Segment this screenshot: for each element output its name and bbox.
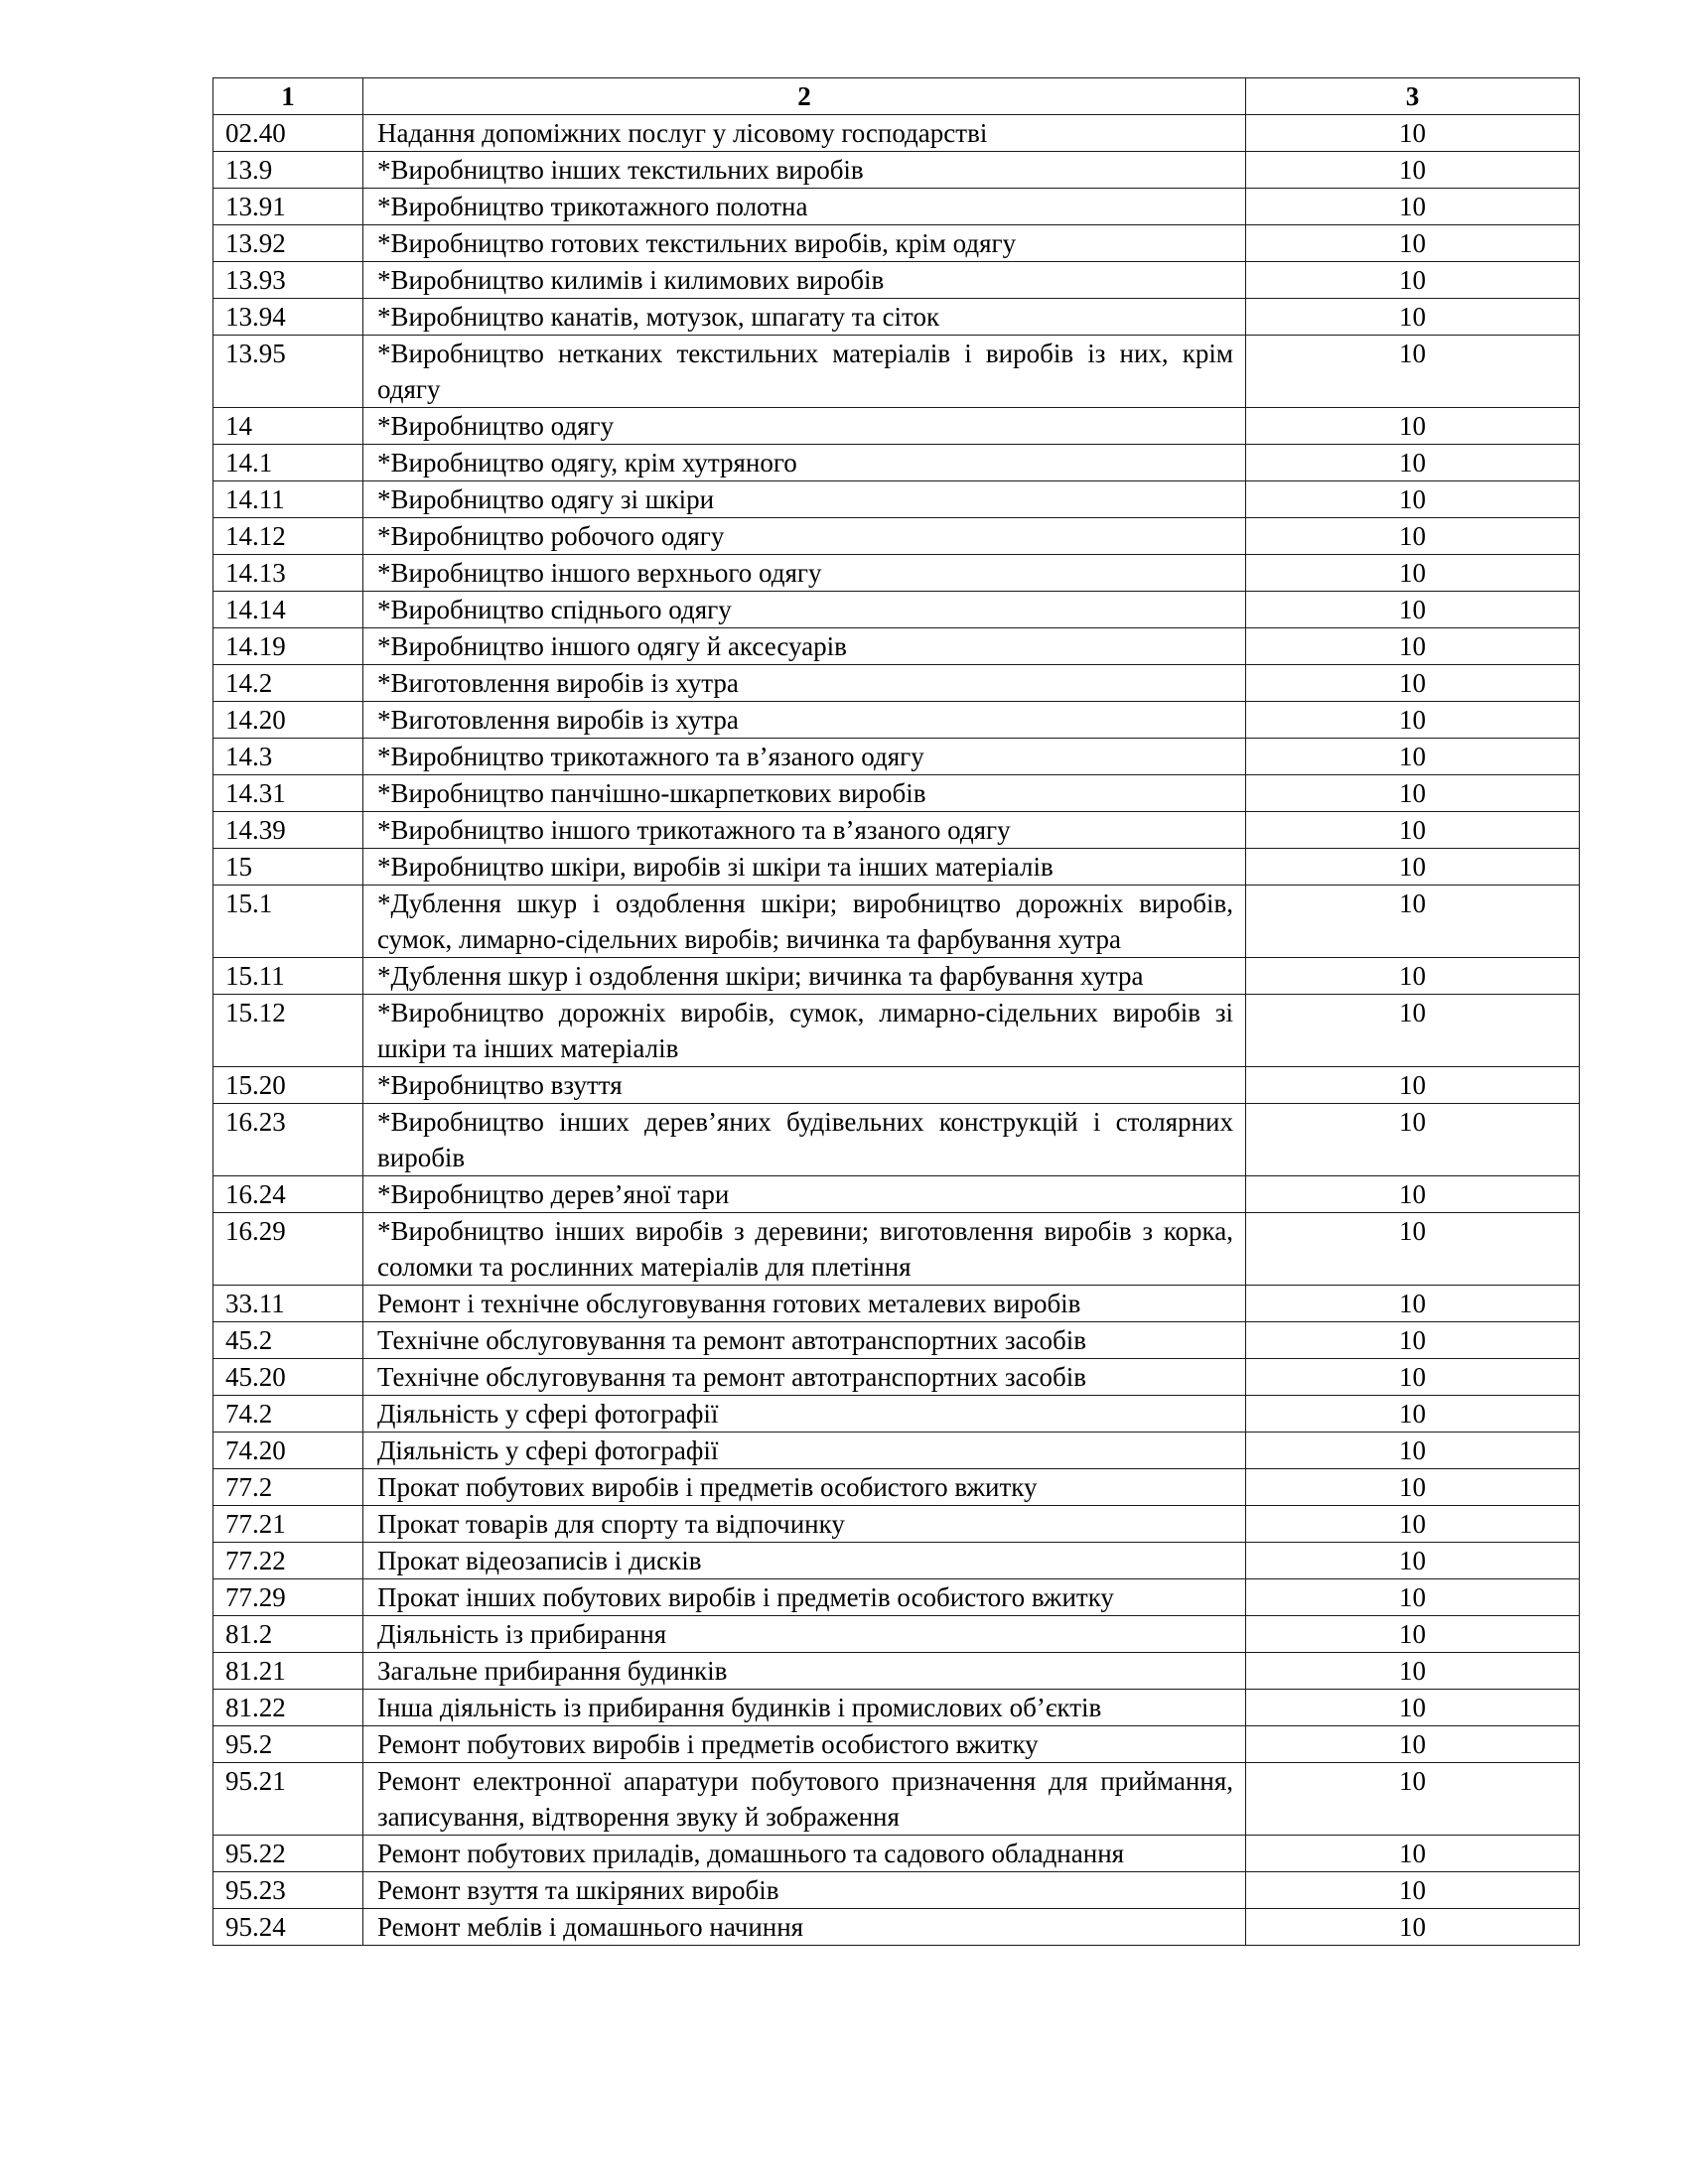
activity-name-cell: *Виробництво канатів, мотузок, шпагату та сіток [363, 299, 1246, 336]
value-cell: 10 [1246, 1469, 1580, 1506]
activity-name-cell: Ремонт електронної апаратури побутового призначення для приймання, записування, відтворення звуку й зображення [363, 1763, 1246, 1836]
value-cell: 10 [1246, 1579, 1580, 1616]
table-row [213, 1396, 1580, 1433]
activity-code-cell: 15.12 [213, 995, 363, 1067]
value-cell: 10 [1246, 1836, 1580, 1872]
activity-name-cell: Загальне прибирання будинків [363, 1653, 1246, 1690]
activity-name-cell: *Виробництво взуття [363, 1067, 1246, 1104]
value-cell: 10 [1246, 518, 1580, 555]
table-row [213, 1579, 1580, 1616]
activity-code-cell: 81.22 [213, 1690, 363, 1726]
table-row [213, 628, 1580, 665]
value-cell: 10 [1246, 1506, 1580, 1543]
activity-name-cell: *Виробництво дорожніх виробів, сумок, лимарно-сідельних виробів зі шкіри та інших матеріалів [363, 995, 1246, 1067]
value-cell: 10 [1246, 1104, 1580, 1176]
activity-name-cell: Діяльність у сфері фотографії [363, 1433, 1246, 1469]
value-cell: 10 [1246, 702, 1580, 739]
value-cell: 10 [1246, 262, 1580, 299]
value-cell: 10 [1246, 1726, 1580, 1763]
value-cell: 10 [1246, 886, 1580, 958]
activity-name-cell: *Виробництво шкіри, виробів зі шкіри та інших матеріалів [363, 849, 1246, 886]
value-cell: 10 [1246, 849, 1580, 886]
activity-name-cell: *Виробництво нетканих текстильних матеріалів і виробів із них, крім одягу [363, 336, 1246, 408]
activity-code-cell: 14.3 [213, 739, 363, 775]
activity-code-cell: 74.2 [213, 1396, 363, 1433]
table-row [213, 1506, 1580, 1543]
table-row [213, 1176, 1580, 1213]
activity-code-cell: 14.31 [213, 775, 363, 812]
activity-name-cell: Технічне обслуговування та ремонт автотранспортних засобів [363, 1322, 1246, 1359]
table-row [213, 1726, 1580, 1763]
value-cell: 10 [1246, 1396, 1580, 1433]
value-cell: 10 [1246, 1690, 1580, 1726]
activity-code-cell: 14.13 [213, 555, 363, 592]
activity-name-cell: Прокат інших побутових виробів і предметів особистого вжитку [363, 1579, 1246, 1616]
table-row [213, 1616, 1580, 1653]
table-row [213, 775, 1580, 812]
value-cell: 10 [1246, 225, 1580, 262]
table-row [213, 849, 1580, 886]
table-row [213, 592, 1580, 628]
table-row [213, 958, 1580, 995]
table-row [213, 886, 1580, 958]
value-cell: 10 [1246, 995, 1580, 1067]
activity-name-cell: *Виробництво одягу [363, 408, 1246, 445]
activity-name-cell: *Виробництво готових текстильних виробів, крім одягу [363, 225, 1246, 262]
activity-code-cell: 77.2 [213, 1469, 363, 1506]
table-row [213, 518, 1580, 555]
value-cell: 10 [1246, 115, 1580, 152]
table-row [213, 1836, 1580, 1872]
activity-code-cell: 14.14 [213, 592, 363, 628]
activity-code-cell: 16.29 [213, 1213, 363, 1286]
value-cell: 10 [1246, 336, 1580, 408]
activity-name-cell: *Виробництво інших текстильних виробів [363, 152, 1246, 189]
table-row [213, 1653, 1580, 1690]
header-row [213, 78, 1580, 115]
activity-name-cell: Прокат товарів для спорту та відпочинку [363, 1506, 1246, 1543]
table-row [213, 555, 1580, 592]
value-cell: 10 [1246, 555, 1580, 592]
activity-name-cell: *Виробництво одягу зі шкіри [363, 481, 1246, 518]
activity-name-cell: Інша діяльність із прибирання будинків і промислових об’єктів [363, 1690, 1246, 1726]
table-row [213, 665, 1580, 702]
table-row [213, 1543, 1580, 1579]
value-cell: 10 [1246, 1213, 1580, 1286]
activity-code-cell: 45.2 [213, 1322, 363, 1359]
table-row [213, 812, 1580, 849]
activity-code-cell: 13.93 [213, 262, 363, 299]
value-cell: 10 [1246, 1322, 1580, 1359]
activity-name-cell: Прокат побутових виробів і предметів особистого вжитку [363, 1469, 1246, 1506]
activity-codes-table [212, 77, 1580, 1946]
table-row [213, 1872, 1580, 1909]
activity-name-cell: *Виробництво іншого трикотажного та в’язаного одягу [363, 812, 1246, 849]
table-row [213, 115, 1580, 152]
value-cell: 10 [1246, 812, 1580, 849]
activity-code-cell: 95.23 [213, 1872, 363, 1909]
value-cell: 10 [1246, 775, 1580, 812]
table-row [213, 1359, 1580, 1396]
value-cell: 10 [1246, 592, 1580, 628]
activity-name-cell: *Виробництво килимів і килимових виробів [363, 262, 1246, 299]
value-cell: 10 [1246, 152, 1580, 189]
table-row [213, 1469, 1580, 1506]
value-cell: 10 [1246, 408, 1580, 445]
activity-name-cell: Ремонт меблів і домашнього начиння [363, 1909, 1246, 1946]
activity-code-cell: 74.20 [213, 1433, 363, 1469]
value-cell: 10 [1246, 189, 1580, 225]
table-row [213, 1322, 1580, 1359]
activity-code-cell: 15.11 [213, 958, 363, 995]
activity-name-cell: *Виробництво трикотажного та в’язаного одягу [363, 739, 1246, 775]
table-row [213, 995, 1580, 1067]
table-row [213, 336, 1580, 408]
table-row [213, 445, 1580, 481]
activity-name-cell: *Виготовлення виробів із хутра [363, 702, 1246, 739]
activity-code-cell: 13.91 [213, 189, 363, 225]
activity-code-cell: 13.95 [213, 336, 363, 408]
activity-code-cell: 14.20 [213, 702, 363, 739]
table-row [213, 1433, 1580, 1469]
value-cell: 10 [1246, 1433, 1580, 1469]
activity-name-cell: Ремонт побутових виробів і предметів особистого вжитку [363, 1726, 1246, 1763]
activity-name-cell: Діяльність із прибирання [363, 1616, 1246, 1653]
activity-name-cell: *Виробництво трикотажного полотна [363, 189, 1246, 225]
table-row [213, 1690, 1580, 1726]
table-row [213, 189, 1580, 225]
table-row [213, 1286, 1580, 1322]
activity-code-cell: 16.24 [213, 1176, 363, 1213]
table-row [213, 1763, 1580, 1836]
activity-name-cell: *Виробництво інших дерев’яних будівельних конструкцій і столярних виробів [363, 1104, 1246, 1176]
value-cell: 10 [1246, 665, 1580, 702]
activity-code-cell: 16.23 [213, 1104, 363, 1176]
activity-code-cell: 14.12 [213, 518, 363, 555]
activity-name-cell: *Виробництво дерев’яної тари [363, 1176, 1246, 1213]
activity-name-cell: Надання допоміжних послуг у лісовому господарстві [363, 115, 1246, 152]
value-cell: 10 [1246, 958, 1580, 995]
activity-code-cell: 14.2 [213, 665, 363, 702]
value-cell: 10 [1246, 1286, 1580, 1322]
column-header-1: 1 [213, 78, 363, 115]
activity-code-cell: 95.2 [213, 1726, 363, 1763]
value-cell: 10 [1246, 628, 1580, 665]
activity-code-cell: 33.11 [213, 1286, 363, 1322]
activity-name-cell: *Виробництво спіднього одягу [363, 592, 1246, 628]
activity-code-cell: 15.1 [213, 886, 363, 958]
activity-code-cell: 13.94 [213, 299, 363, 336]
activity-code-cell: 13.92 [213, 225, 363, 262]
activity-code-cell: 13.9 [213, 152, 363, 189]
value-cell: 10 [1246, 299, 1580, 336]
activity-name-cell: Технічне обслуговування та ремонт автотранспортних засобів [363, 1359, 1246, 1396]
table-body [213, 115, 1580, 1946]
activity-code-cell: 77.21 [213, 1506, 363, 1543]
activity-name-cell: *Виробництво іншого верхнього одягу [363, 555, 1246, 592]
activity-code-cell: 77.22 [213, 1543, 363, 1579]
activity-name-cell: Прокат відеозаписів і дисків [363, 1543, 1246, 1579]
activity-code-cell: 81.21 [213, 1653, 363, 1690]
value-cell: 10 [1246, 1359, 1580, 1396]
table-row [213, 702, 1580, 739]
activity-code-cell: 14.39 [213, 812, 363, 849]
activity-name-cell: *Виробництво іншого одягу й аксесуарів [363, 628, 1246, 665]
table-header [213, 78, 1580, 115]
activity-name-cell: *Виробництво панчішно-шкарпеткових виробів [363, 775, 1246, 812]
activity-name-cell: Ремонт і технічне обслуговування готових металевих виробів [363, 1286, 1246, 1322]
activity-code-cell: 77.29 [213, 1579, 363, 1616]
activity-code-cell: 15 [213, 849, 363, 886]
value-cell: 10 [1246, 1543, 1580, 1579]
table-row [213, 481, 1580, 518]
activity-code-cell: 95.21 [213, 1763, 363, 1836]
activity-code-cell: 14.19 [213, 628, 363, 665]
activity-code-cell: 14 [213, 408, 363, 445]
value-cell: 10 [1246, 1909, 1580, 1946]
table-row [213, 262, 1580, 299]
value-cell: 10 [1246, 481, 1580, 518]
table-row [213, 1909, 1580, 1946]
column-header-3: 3 [1246, 78, 1580, 115]
activity-code-cell: 15.20 [213, 1067, 363, 1104]
activity-name-cell: *Дублення шкур і оздоблення шкіри; вичинка та фарбування хутра [363, 958, 1246, 995]
value-cell: 10 [1246, 1763, 1580, 1836]
value-cell: 10 [1246, 1616, 1580, 1653]
column-header-2: 2 [363, 78, 1246, 115]
table-row [213, 739, 1580, 775]
value-cell: 10 [1246, 1067, 1580, 1104]
value-cell: 10 [1246, 739, 1580, 775]
activity-name-cell: *Дублення шкур і оздоблення шкіри; виробництво дорожніх виробів, сумок, лимарно-сідельних виробів; вичинка та фарбування хутра [363, 886, 1246, 958]
activity-name-cell: Діяльність у сфері фотографії [363, 1396, 1246, 1433]
activity-code-cell: 14.1 [213, 445, 363, 481]
activity-name-cell: Ремонт побутових приладів, домашнього та садового обладнання [363, 1836, 1246, 1872]
table-row [213, 1213, 1580, 1286]
table-row [213, 152, 1580, 189]
activity-code-cell: 45.20 [213, 1359, 363, 1396]
table-row [213, 1067, 1580, 1104]
activity-code-cell: 02.40 [213, 115, 363, 152]
value-cell: 10 [1246, 1176, 1580, 1213]
value-cell: 10 [1246, 445, 1580, 481]
activity-code-cell: 95.22 [213, 1836, 363, 1872]
activity-code-cell: 95.24 [213, 1909, 363, 1946]
activity-name-cell: *Виробництво інших виробів з деревини; виготовлення виробів з корка, соломки та рослинних матеріалів для плетіння [363, 1213, 1246, 1286]
activity-name-cell: *Виробництво одягу, крім хутряного [363, 445, 1246, 481]
table-row [213, 408, 1580, 445]
table-row [213, 299, 1580, 336]
activity-name-cell: *Виготовлення виробів із хутра [363, 665, 1246, 702]
value-cell: 10 [1246, 1653, 1580, 1690]
table-row [213, 225, 1580, 262]
activity-code-cell: 81.2 [213, 1616, 363, 1653]
activity-code-cell: 14.11 [213, 481, 363, 518]
activity-name-cell: *Виробництво робочого одягу [363, 518, 1246, 555]
table-row [213, 1104, 1580, 1176]
value-cell: 10 [1246, 1872, 1580, 1909]
activity-name-cell: Ремонт взуття та шкіряних виробів [363, 1872, 1246, 1909]
